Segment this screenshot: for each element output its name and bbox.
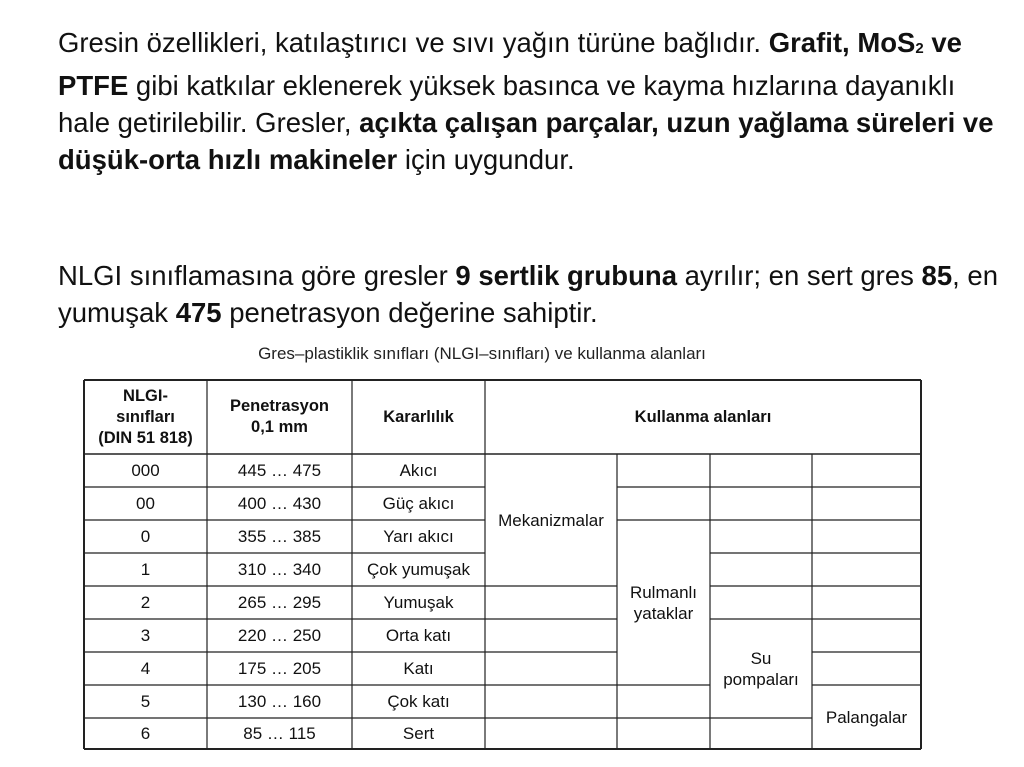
nlgi-class-cell: 4 bbox=[140, 659, 151, 678]
penetration-cell: 445 … 475 bbox=[237, 461, 322, 480]
stability-cell: Orta katı bbox=[385, 626, 452, 645]
stability-cell: Katı bbox=[403, 659, 434, 678]
nlgi-class-cell: 5 bbox=[140, 692, 151, 711]
penetration-cell: 220 … 250 bbox=[237, 626, 322, 645]
stability-cell: Akıcı bbox=[399, 461, 438, 480]
stability-cell: Çok katı bbox=[387, 692, 450, 711]
penetration-cell: 85 … 115 bbox=[243, 724, 316, 743]
penetration-cell: 355 … 385 bbox=[237, 527, 322, 546]
penetration-cell: 175 … 205 bbox=[237, 659, 322, 678]
nlgi-class-cell: 6 bbox=[140, 724, 151, 743]
nlgi-class-cell: 1 bbox=[140, 560, 151, 579]
nlgi-class-cell: 000 bbox=[131, 461, 160, 480]
intro-paragraph: Gresin özellikleri, katılaştırıcı ve sıvı yağın türüne bağlıdır. Grafit, MoS$_2$ ve PTFE gibi katkılar eklenerek yüksek basınca ve kayma hızlarına dayanıklı hale getirilebilir. Gresler, açıkta çalışan parçalar, uzun yağlama süreleri ve düşük-orta hızlı makineler için uygundur. bbox=[58, 27, 994, 175]
penetration-cell: 265 … 295 bbox=[237, 593, 322, 612]
usage-bearings: Rulmanlı yataklar bbox=[629, 582, 698, 623]
header-nlgi-class: NLGI- sınıfları (DIN 51 818) bbox=[98, 386, 193, 447]
header-usage-areas: Kullanma alanları bbox=[634, 407, 772, 426]
stability-cell: Yumuşak bbox=[383, 593, 454, 612]
stability-cell: Sert bbox=[402, 724, 435, 743]
penetration-cell: 400 … 430 bbox=[237, 494, 322, 513]
stability-cell: Yarı akıcı bbox=[383, 527, 454, 546]
nlgi-paragraph: NLGI sınıflamasına göre gresler 9 sertlik grubuna ayrılır; en sert gres 85, en yumuşak 475 penetrasyon değerine sahiptir. bbox=[58, 260, 998, 328]
usage-water-pumps: Su pompaları bbox=[723, 648, 799, 689]
nlgi-class-cell: 2 bbox=[140, 593, 151, 612]
nlgi-class-cell: 00 bbox=[136, 494, 155, 513]
nlgi-class-cell: 0 bbox=[140, 527, 151, 546]
nlgi-class-cell: 3 bbox=[140, 626, 151, 645]
header-stability: Kararlılık bbox=[383, 407, 454, 426]
penetration-cell: 310 … 340 bbox=[237, 560, 322, 579]
stability-cell: Güç akıcı bbox=[382, 494, 455, 513]
usage-mechanisms: Mekanizmalar bbox=[498, 510, 604, 530]
table-caption: Gres–plastiklik sınıfları (NLGI–sınıfları) ve kullanma alanları bbox=[258, 344, 706, 363]
header-penetration: Penetrasyon 0,1 mm bbox=[229, 397, 330, 436]
usage-pulleys: Palangalar bbox=[825, 707, 908, 727]
penetration-cell: 130 … 160 bbox=[237, 692, 322, 711]
stability-cell: Çok yumuşak bbox=[367, 560, 470, 579]
